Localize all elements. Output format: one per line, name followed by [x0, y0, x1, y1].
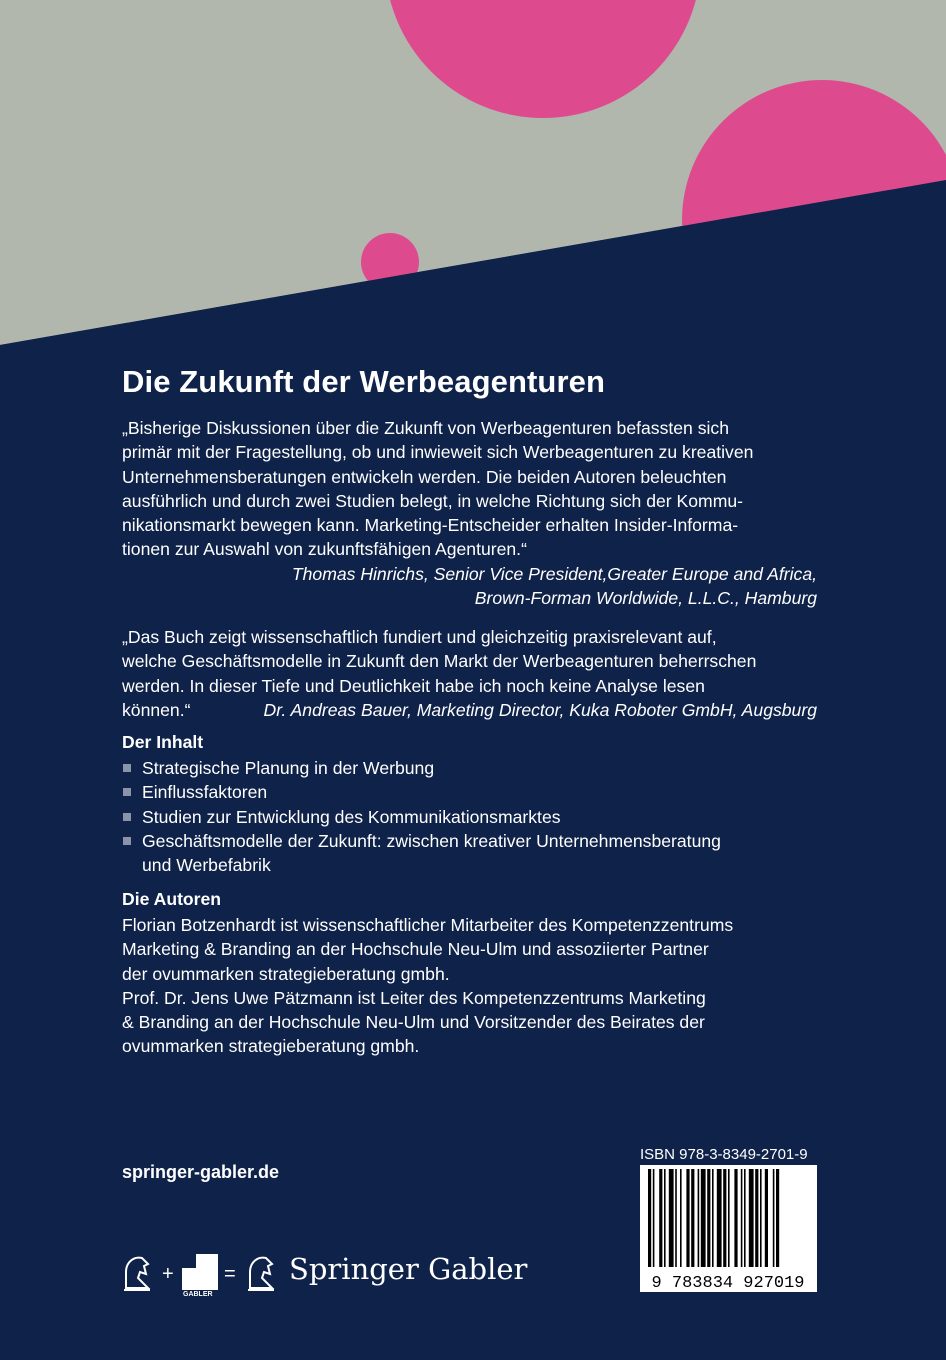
bullet-square-icon — [123, 813, 131, 821]
barcode-bar — [675, 1169, 677, 1267]
quote-2-final-line — [122, 698, 817, 722]
barcode-bar — [723, 1169, 726, 1267]
publisher-logos — [120, 1248, 290, 1298]
barcode-bar — [765, 1169, 768, 1267]
barcode-bar — [648, 1169, 651, 1267]
list-item — [122, 756, 721, 780]
book-title: Die Zukunft der Werbeagenturen — [122, 364, 605, 399]
quote-2 — [122, 625, 817, 722]
autoren-heading: Die Autoren — [122, 889, 222, 909]
barcode-bar — [701, 1169, 706, 1267]
quote-1-attribution: Thomas Hinrichs, Senior Vice President,Greater Europe and Africa, — [291, 563, 817, 584]
autoren-text — [122, 913, 733, 1059]
barcode-bar — [744, 1169, 746, 1267]
list-item-text: Studien zur Entwicklung des Kommunikationsmarktes — [142, 806, 561, 827]
quote-1-line: ausführlich und durch zwei Studien belegt, in welche Richtung sich der Kommu- — [122, 490, 743, 511]
gabler-word: Gabler — [428, 1252, 528, 1286]
list-item — [122, 805, 721, 829]
bullet-square-icon — [123, 788, 131, 796]
list-item — [122, 829, 721, 878]
bullet-square-icon — [123, 764, 131, 772]
inhalt-heading: Der Inhalt — [122, 732, 204, 752]
springer-horse-icon — [248, 1258, 274, 1290]
barcode-bar — [707, 1169, 710, 1267]
quote-1-line: nikationsmarkt bewegen kann. Marketing-Entscheider erhalten Insider-Informa- — [122, 515, 739, 536]
autoren-line: der ovummarken strategieberatung gmbh. — [122, 963, 450, 984]
barcode-bar — [712, 1169, 714, 1267]
autoren-line: ovummarken strategieberatung gmbh. — [122, 1036, 420, 1057]
inhalt-list — [122, 756, 721, 877]
list-item-text-continued: und Werbefabrik — [142, 855, 271, 876]
barcode-bar — [773, 1169, 775, 1267]
website-link[interactable]: springer-gabler.de — [122, 1162, 280, 1182]
barcode-bar — [669, 1169, 674, 1267]
barcode-bar — [728, 1169, 730, 1267]
springer-horse-icon — [124, 1258, 150, 1290]
barcode-bar — [659, 1169, 662, 1267]
equals-sign: = — [224, 1263, 236, 1285]
barcode-bar — [760, 1169, 762, 1267]
isbn-barcode — [640, 1165, 817, 1292]
barcode-bar — [749, 1169, 754, 1267]
plus-sign: + — [162, 1263, 174, 1285]
list-item-text: Einflussfaktoren — [142, 782, 268, 803]
barcode-bar — [741, 1169, 743, 1267]
barcode-bar — [734, 1169, 737, 1267]
quote-1 — [122, 416, 817, 610]
barcode-bar — [653, 1169, 655, 1267]
list-item-text: Geschäftsmodelle der Zukunft: zwischen kreativer Unternehmensberatung — [142, 830, 721, 851]
barcode-digits: 9 783834 927019 — [651, 1274, 805, 1292]
barcode-bar — [698, 1169, 700, 1267]
barcode-bar — [664, 1169, 666, 1267]
barcode-bar — [776, 1169, 779, 1267]
list-item-text: Strategische Planung in der Werbung — [142, 758, 435, 778]
autoren-line: Marketing & Branding an der Hochschule Neu-Ulm und assoziierter Partner — [122, 939, 709, 960]
barcode-bar — [686, 1169, 689, 1267]
springer-word: Springer — [289, 1252, 419, 1286]
quote-1-line: tionen zur Auswahl von zukunftsfähigen Agenturen.“ — [122, 539, 527, 560]
autoren-line: Florian Botzenhardt ist wissenschaftlicher Mitarbeiter des Kompetenzzentrums — [122, 915, 734, 935]
quote-1-line: Unternehmensberatungen entwickeln werden. Die beiden Autoren beleuchten — [122, 466, 727, 487]
isbn-number: ISBN 978-3-8349-2701-9 — [640, 1146, 808, 1163]
autoren-line: Prof. Dr. Jens Uwe Pätzmann ist Leiter des Kompetenzzentrums Marketing — [122, 987, 706, 1008]
quote-2-attribution: Dr. Andreas Bauer, Marketing Director, Kuka Roboter GmbH, Augsburg — [263, 699, 817, 720]
barcode-bar — [755, 1169, 758, 1267]
barcode-bar — [691, 1169, 694, 1267]
list-item — [122, 780, 721, 804]
gabler-small-text: GABLER — [183, 1291, 213, 1298]
quote-2-line: „Das Buch zeigt wissenschaftlich fundiert und gleichzeitig praxisrelevant auf, — [122, 627, 717, 647]
quote-2-line: werden. In dieser Tiefe und Deutlichkeit habe ich noch keine Analyse lesen — [122, 675, 705, 696]
quote-2-line: welche Geschäftsmodelle in Zukunft den Markt der Werbeagenturen beherrschen — [122, 651, 757, 672]
quote-2-last-line: können.“ — [122, 699, 191, 720]
barcode-bar — [717, 1169, 722, 1267]
springer-gabler-wordmark — [289, 1252, 527, 1286]
quote-1-line: „Bisherige Diskussionen über die Zukunft von Werbeagenturen befassten sich — [122, 418, 730, 438]
quote-1-line: primär mit der Fragestellung, ob und inwieweit sich Werbeagenturen zu kreativen — [122, 442, 754, 463]
bullet-square-icon — [123, 837, 131, 845]
quote-1-attribution: Brown-Forman Worldwide, L.L.C., Hamburg — [474, 588, 817, 609]
barcode-bar — [680, 1169, 682, 1267]
barcode-bars — [640, 1165, 817, 1292]
gabler-logo-icon — [182, 1254, 218, 1298]
autoren-line: & Branding an der Hochschule Neu-Ulm und Vorsitzender des Beirates der — [122, 1012, 705, 1033]
